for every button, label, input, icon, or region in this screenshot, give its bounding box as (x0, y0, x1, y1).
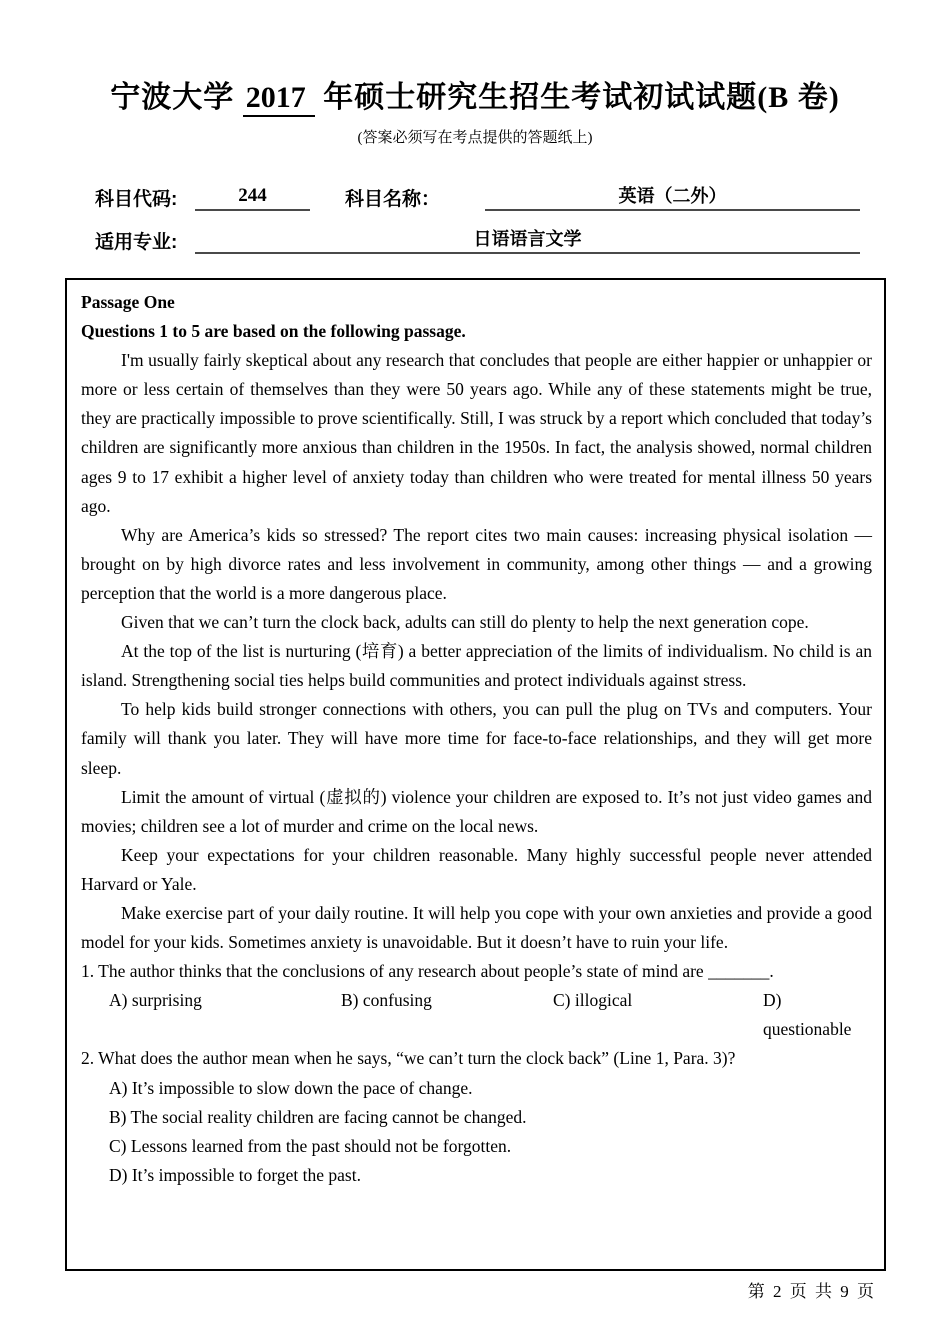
passage-box (65, 278, 886, 1271)
page-title-suffix: 年硕士研究生招生考试初试试题(B 卷) (314, 81, 840, 114)
question-1-option-d: D) questionable (763, 990, 852, 1040)
question-2-option-d: D) It’s impossible to forget the past. (109, 1164, 361, 1185)
question-1-option-b: B) confusing (341, 990, 432, 1011)
page-title (0, 72, 950, 116)
question-1-option-a: A) surprising (109, 990, 202, 1011)
subject-name-label: 科目名称： (345, 189, 441, 210)
passage-paragraph: To help kids build stronger connections with others, you can pull the plug on TVs and computers. Your family will thank you later. They will have more time for face-to-face relationships, and they will get more sleep. (81, 699, 872, 778)
passage-heading: Passage One (81, 292, 175, 312)
answer-sheet-note: (答案必须写在考点提供的答题纸上) (357, 130, 593, 146)
major-value: 日语语言文学 (195, 226, 860, 254)
page-footer: 第 2 页 共 9 页 (747, 1282, 876, 1301)
subject-code-value: 244 (195, 183, 310, 211)
major-label: 适用专业: (95, 232, 178, 253)
question-2-option-c: C) Lessons learned from the past should not be forgotten. (109, 1135, 512, 1156)
question-2-option-a: A) It’s impossible to slow down the pace of change. (109, 1077, 473, 1098)
question-1-option-c: C) illogical (553, 990, 633, 1011)
question-2-option-b: B) The social reality children are facing cannot be changed. (109, 1106, 527, 1127)
passage-paragraph: Make exercise part of your daily routine. It will help you cope with your own anxieties and provide a good model for your kids. Sometimes anxiety is unavoidable. But it doesn’t have to ruin your life. (81, 902, 872, 953)
passage-paragraph: I'm usually fairly skeptical about any research that concludes that people are either happier or unhappier or more or less certain of themselves than they were 50 years ago. While any of these statements might be true, they are practically impossible to prove scientifically. Still, I was struck by a report which concluded that today’s children are significantly more anxious than children in the 1950s. In fact, the analysis showed, normal children ages 9 to 17 exhibit a higher level of anxiety today than children who were treated for mental illness 50 years ago. (81, 350, 872, 516)
subject-code-label: 科目代码: (95, 189, 178, 210)
passage-paragraph: Why are America’s kids so stressed? The report cites two main causes: increasing physical isolation — brought on by high divorce rates and less involvement in community, among other things — and a growing perception that the world is a more dangerous place. (81, 524, 872, 603)
passage-paragraph: At the top of the list is nurturing (培育) a better appreciation of the limits of individualism. No child is an island. Strengthening social ties helps build communities and protect individuals against stress. (81, 641, 872, 691)
question-1-stem: 1. The author thinks that the conclusions of any research about people’s state of mind are _______. (81, 961, 774, 982)
passage-paragraph: Given that we can’t turn the clock back, adults can still do plenty to help the next generation cope. (121, 612, 809, 633)
passage-paragraph: Keep your expectations for your children reasonable. Many highly successful people never attended Harvard or Yale. (81, 844, 872, 894)
page-title-year: 2017 (243, 81, 315, 117)
passage-instruction: Questions 1 to 5 are based on the following passage. (81, 321, 466, 342)
question-1-options (81, 986, 872, 1044)
page-title-prefix: 宁波大学 (110, 81, 243, 114)
passage-paragraph: Limit the amount of virtual (虚拟的) violence your children are exposed to. It’s not just video games and movies; children see a lot of murder and crime on the local news. (81, 786, 872, 836)
subject-name-value: 英语（二外） (485, 183, 860, 211)
question-2-stem: 2. What does the author mean when he says, “we can’t turn the clock back” (Line 1, Para. 3)? (81, 1048, 736, 1069)
